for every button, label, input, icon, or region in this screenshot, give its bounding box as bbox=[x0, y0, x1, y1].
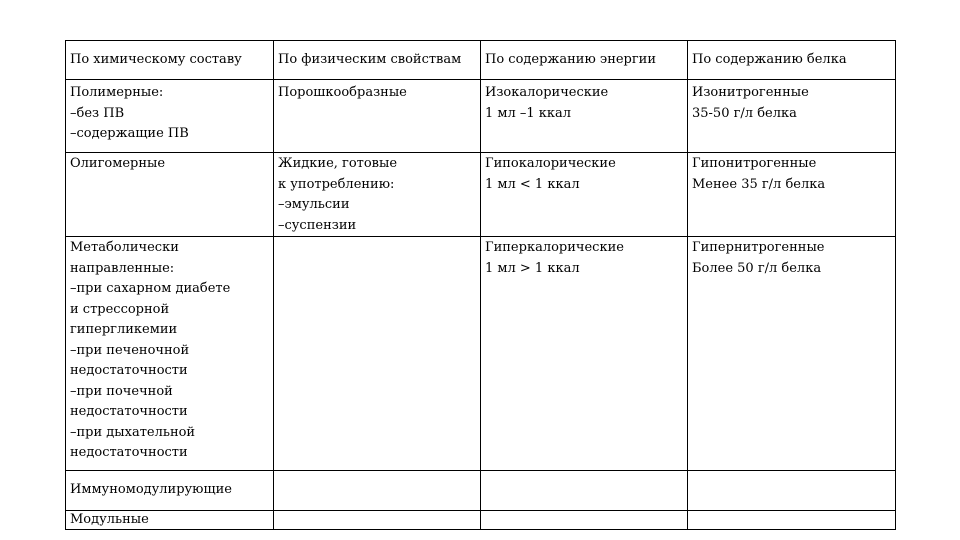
cell-text-line: –без ПВ bbox=[70, 105, 125, 121]
cell-text-line: Изокалорические bbox=[485, 85, 609, 100]
table-cell-protein-content bbox=[688, 471, 896, 511]
cell-text-line: –при сахарном диабете bbox=[70, 281, 231, 296]
cell-text-line: –при печеночной bbox=[70, 342, 190, 358]
enteral-nutrition-classification-table bbox=[65, 40, 896, 530]
table-cell-protein-content bbox=[688, 80, 896, 153]
table-cell-energy-content bbox=[481, 153, 688, 237]
cell-text-line: Гиперкалорические bbox=[485, 240, 624, 255]
cell-text-line: направленные: bbox=[70, 260, 175, 276]
header-cell-physical-properties: По физическим свойствам bbox=[274, 41, 481, 80]
cell-text-line: Гипонитрогенные bbox=[692, 156, 817, 171]
table-cell-physical-properties bbox=[274, 511, 481, 530]
cell-text-line: Иммуномодулирующие bbox=[70, 482, 232, 498]
cell-text-line: –при почечной bbox=[70, 383, 173, 399]
cell-text-line: Более 50 г/л белка bbox=[692, 260, 822, 276]
cell-text-line: гипергликемии bbox=[70, 322, 178, 337]
table-row bbox=[66, 153, 896, 237]
cell-text-line: Изонитрогенные bbox=[692, 85, 809, 100]
cell-text-line: 1 мл –1 ккал bbox=[485, 105, 572, 121]
cell-text-line: Метаболически bbox=[70, 240, 179, 255]
cell-text-line: Менее 35 г/л белка bbox=[692, 176, 826, 192]
table-cell-chemical-composition bbox=[66, 153, 274, 237]
table-cell-chemical-composition bbox=[66, 237, 274, 471]
cell-text-line: Олигомерные bbox=[70, 156, 166, 171]
cell-text-line: –суспензии bbox=[278, 217, 357, 233]
cell-text-line: –содержащие ПВ bbox=[70, 126, 189, 141]
table-cell-chemical-composition bbox=[66, 511, 274, 530]
cell-text-line: Гипокалорические bbox=[485, 156, 616, 171]
table-cell-energy-content bbox=[481, 471, 688, 511]
cell-text-line: недостаточности bbox=[70, 404, 188, 419]
cell-text-line: 1 мл > 1 ккал bbox=[485, 260, 580, 276]
cell-text-line: и стрессорной bbox=[70, 301, 170, 317]
cell-text-line: Модульные bbox=[70, 512, 149, 527]
table-cell-protein-content bbox=[688, 153, 896, 237]
cell-text-line: –при дыхательной bbox=[70, 424, 196, 440]
table-row bbox=[66, 80, 896, 153]
cell-text-line: недостаточности bbox=[70, 445, 188, 460]
cell-text-line: Полимерные: bbox=[70, 85, 164, 100]
table-row bbox=[66, 471, 896, 511]
table-cell-physical-properties bbox=[274, 237, 481, 471]
cell-text-line: 35-50 г/л белка bbox=[692, 105, 797, 121]
table-cell-physical-properties bbox=[274, 80, 481, 153]
table-cell-physical-properties bbox=[274, 153, 481, 237]
header-cell-energy-content: По содержанию энергии bbox=[481, 41, 688, 80]
cell-text-line: недостаточности bbox=[70, 363, 188, 378]
table-row bbox=[66, 237, 896, 471]
table-cell-physical-properties bbox=[274, 471, 481, 511]
cell-text-line: –эмульсии bbox=[278, 197, 350, 212]
table-cell-protein-content bbox=[688, 237, 896, 471]
header-cell-protein-content: По содержанию белка bbox=[688, 41, 896, 80]
table-cell-chemical-composition bbox=[66, 471, 274, 511]
table-cell-energy-content bbox=[481, 237, 688, 471]
cell-text-line: Жидкие, готовые bbox=[278, 156, 398, 171]
table-cell-energy-content bbox=[481, 80, 688, 153]
cell-text-line: Порошкообразные bbox=[278, 85, 407, 100]
table-cell-protein-content bbox=[688, 511, 896, 530]
table-cell-energy-content bbox=[481, 511, 688, 530]
table-row bbox=[66, 511, 896, 530]
table-cell-chemical-composition bbox=[66, 80, 274, 153]
header-cell-chemical-composition: По химическому составу bbox=[66, 41, 274, 80]
cell-text-line: 1 мл < 1 ккал bbox=[485, 176, 580, 192]
cell-text-line: к употреблению: bbox=[278, 176, 395, 192]
cell-text-line: Гипернитрогенные bbox=[692, 240, 825, 255]
header-row bbox=[66, 41, 896, 80]
